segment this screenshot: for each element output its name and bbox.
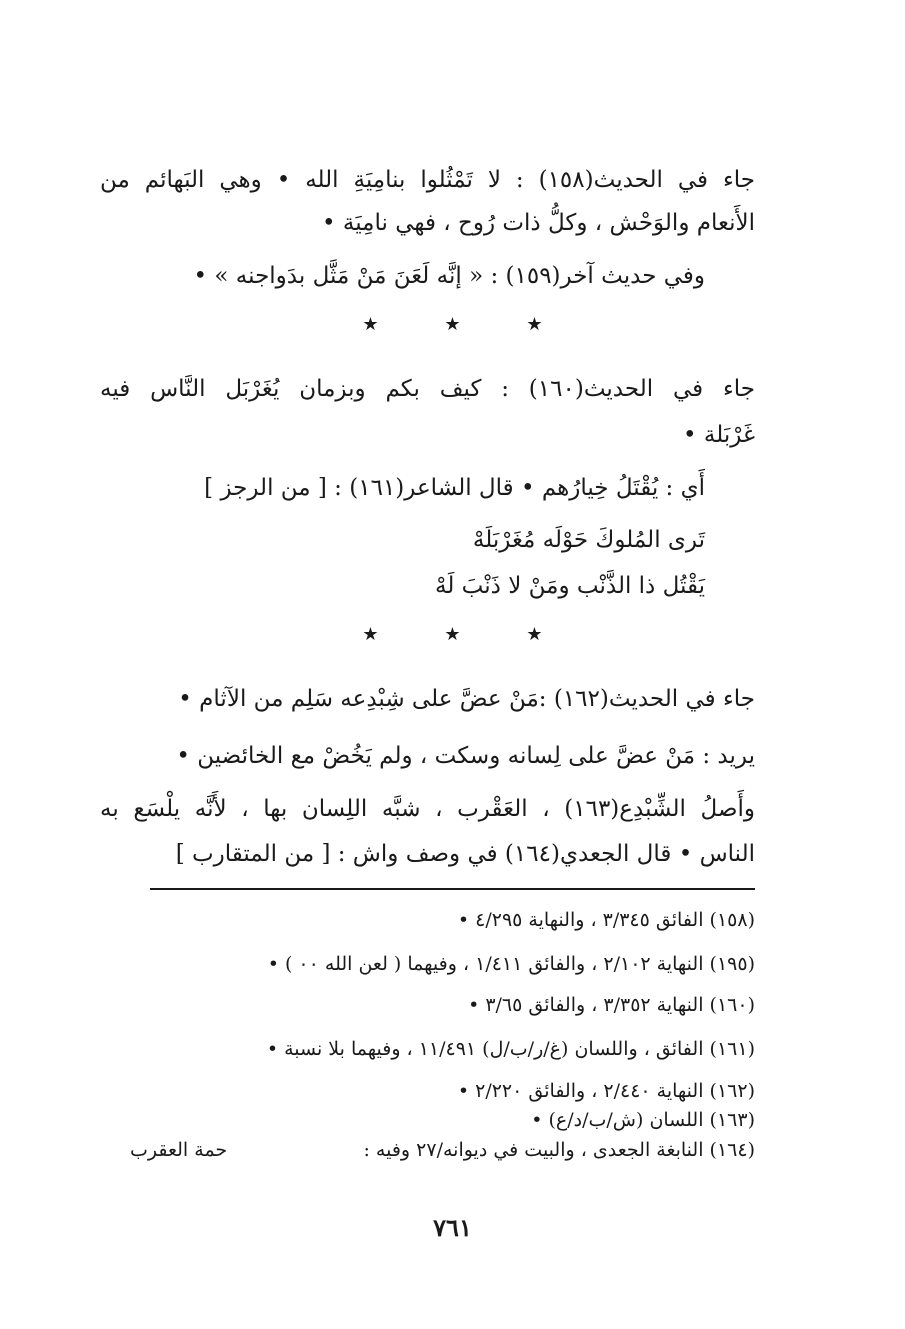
footnote-divider — [150, 888, 755, 890]
page-number: ٧٦١ — [433, 1213, 472, 1242]
footnote-162: (١٦٢) النهاية ٢/٤٤٠ ، والفائق ٢/٢٢٠ • — [457, 1080, 755, 1102]
verse-line-1: تَرى المُلوكَ حَوْلَه مُغَرْبَلَهْ — [472, 527, 705, 553]
star-icon: ★ — [362, 314, 379, 335]
paragraph-hadith-162: جاء في الحديث(١٦٢) :مَنْ عضَّ على شِبْدِعه سَلِم من الآثام • — [178, 686, 755, 712]
paragraph-shibdi-line1: وأَصلُ الشِّبْدِع(١٦٣) ، العَقْرب ، شبَّه اللِسان بها ، لأَنَّه يلْسَع به — [100, 796, 755, 822]
footnote-164-tail: حمة العقرب — [130, 1139, 228, 1161]
paragraph-explanation: يريد : مَنْ عضَّ على لِسانه وسكت ، ولم يَخُضْ مع الخائضين • — [176, 743, 755, 769]
paragraph-hadith-158-line1: جاء في الحديث(١٥٨) : لا تَمْثُلوا بنامِيَةِ الله • وهي البَهائم من — [100, 167, 756, 193]
footnote-159: (١٩٥) النهاية ٢/١٠٢ ، والفائق ١/٤١١ ، وفيهما ( لعن الله ٠٠ ) • — [267, 953, 755, 975]
section-separator-2 — [0, 624, 905, 645]
footnote-164-text: (١٦٤) النابغة الجعدى ، والبيت في ديوانه/٢٧ وفيه : — [363, 1139, 755, 1161]
star-icon: ★ — [526, 314, 543, 335]
star-icon: ★ — [362, 624, 379, 645]
paragraph-poet-161: أَي : يُقْتَلُ خِيارُهم • قال الشاعر(١٦١) : [ من الرجز ] — [204, 475, 705, 501]
footnote-160: (١٦٠) النهاية ٣/٣٥٢ ، والفائق ٣/٦٥ • — [468, 994, 755, 1016]
star-icon: ★ — [444, 314, 461, 335]
section-separator-1 — [0, 314, 905, 335]
footnote-158: (١٥٨) الفائق ٣/٣٤٥ ، والنهاية ٤/٢٩٥ • — [457, 909, 755, 931]
star-icon: ★ — [444, 624, 461, 645]
star-icon: ★ — [526, 624, 543, 645]
paragraph-hadith-158-line2: الأَنعام والوَحْش ، وكلُّ ذات رُوح ، فهي نامِيَة • — [322, 210, 755, 236]
paragraph-hadith-160-line2: غَرْبَلة • — [683, 422, 755, 448]
footnote-161: (١٦١) الفائق ، واللسان (غ/ر/ب/ل) ١١/٤٩١ ، وفيهما بلا نسبة • — [266, 1038, 755, 1060]
footnote-164 — [130, 1137, 755, 1163]
paragraph-shibdi-line2: الناس • قال الجعدي(١٦٤) في وصف واش : [ من المتقارب ] — [175, 841, 755, 867]
verse-line-2: يَقْتُل ذا الذَّنْب ومَنْ لا ذَنْبَ لَهْ — [435, 573, 705, 599]
paragraph-hadith-159: وفي حديث آخر(١٥٩) : « إنَّه لَعَنَ مَنْ مَثَّل بدَواجنه » • — [193, 263, 705, 289]
paragraph-hadith-160-line1: جاء في الحديث(١٦٠) : كيف بكم وبزمان يُغَرْبَل النَّاس فيه — [100, 376, 755, 402]
footnote-163: (١٦٣) اللسان (ش/ب/د/ع) • — [531, 1109, 755, 1131]
